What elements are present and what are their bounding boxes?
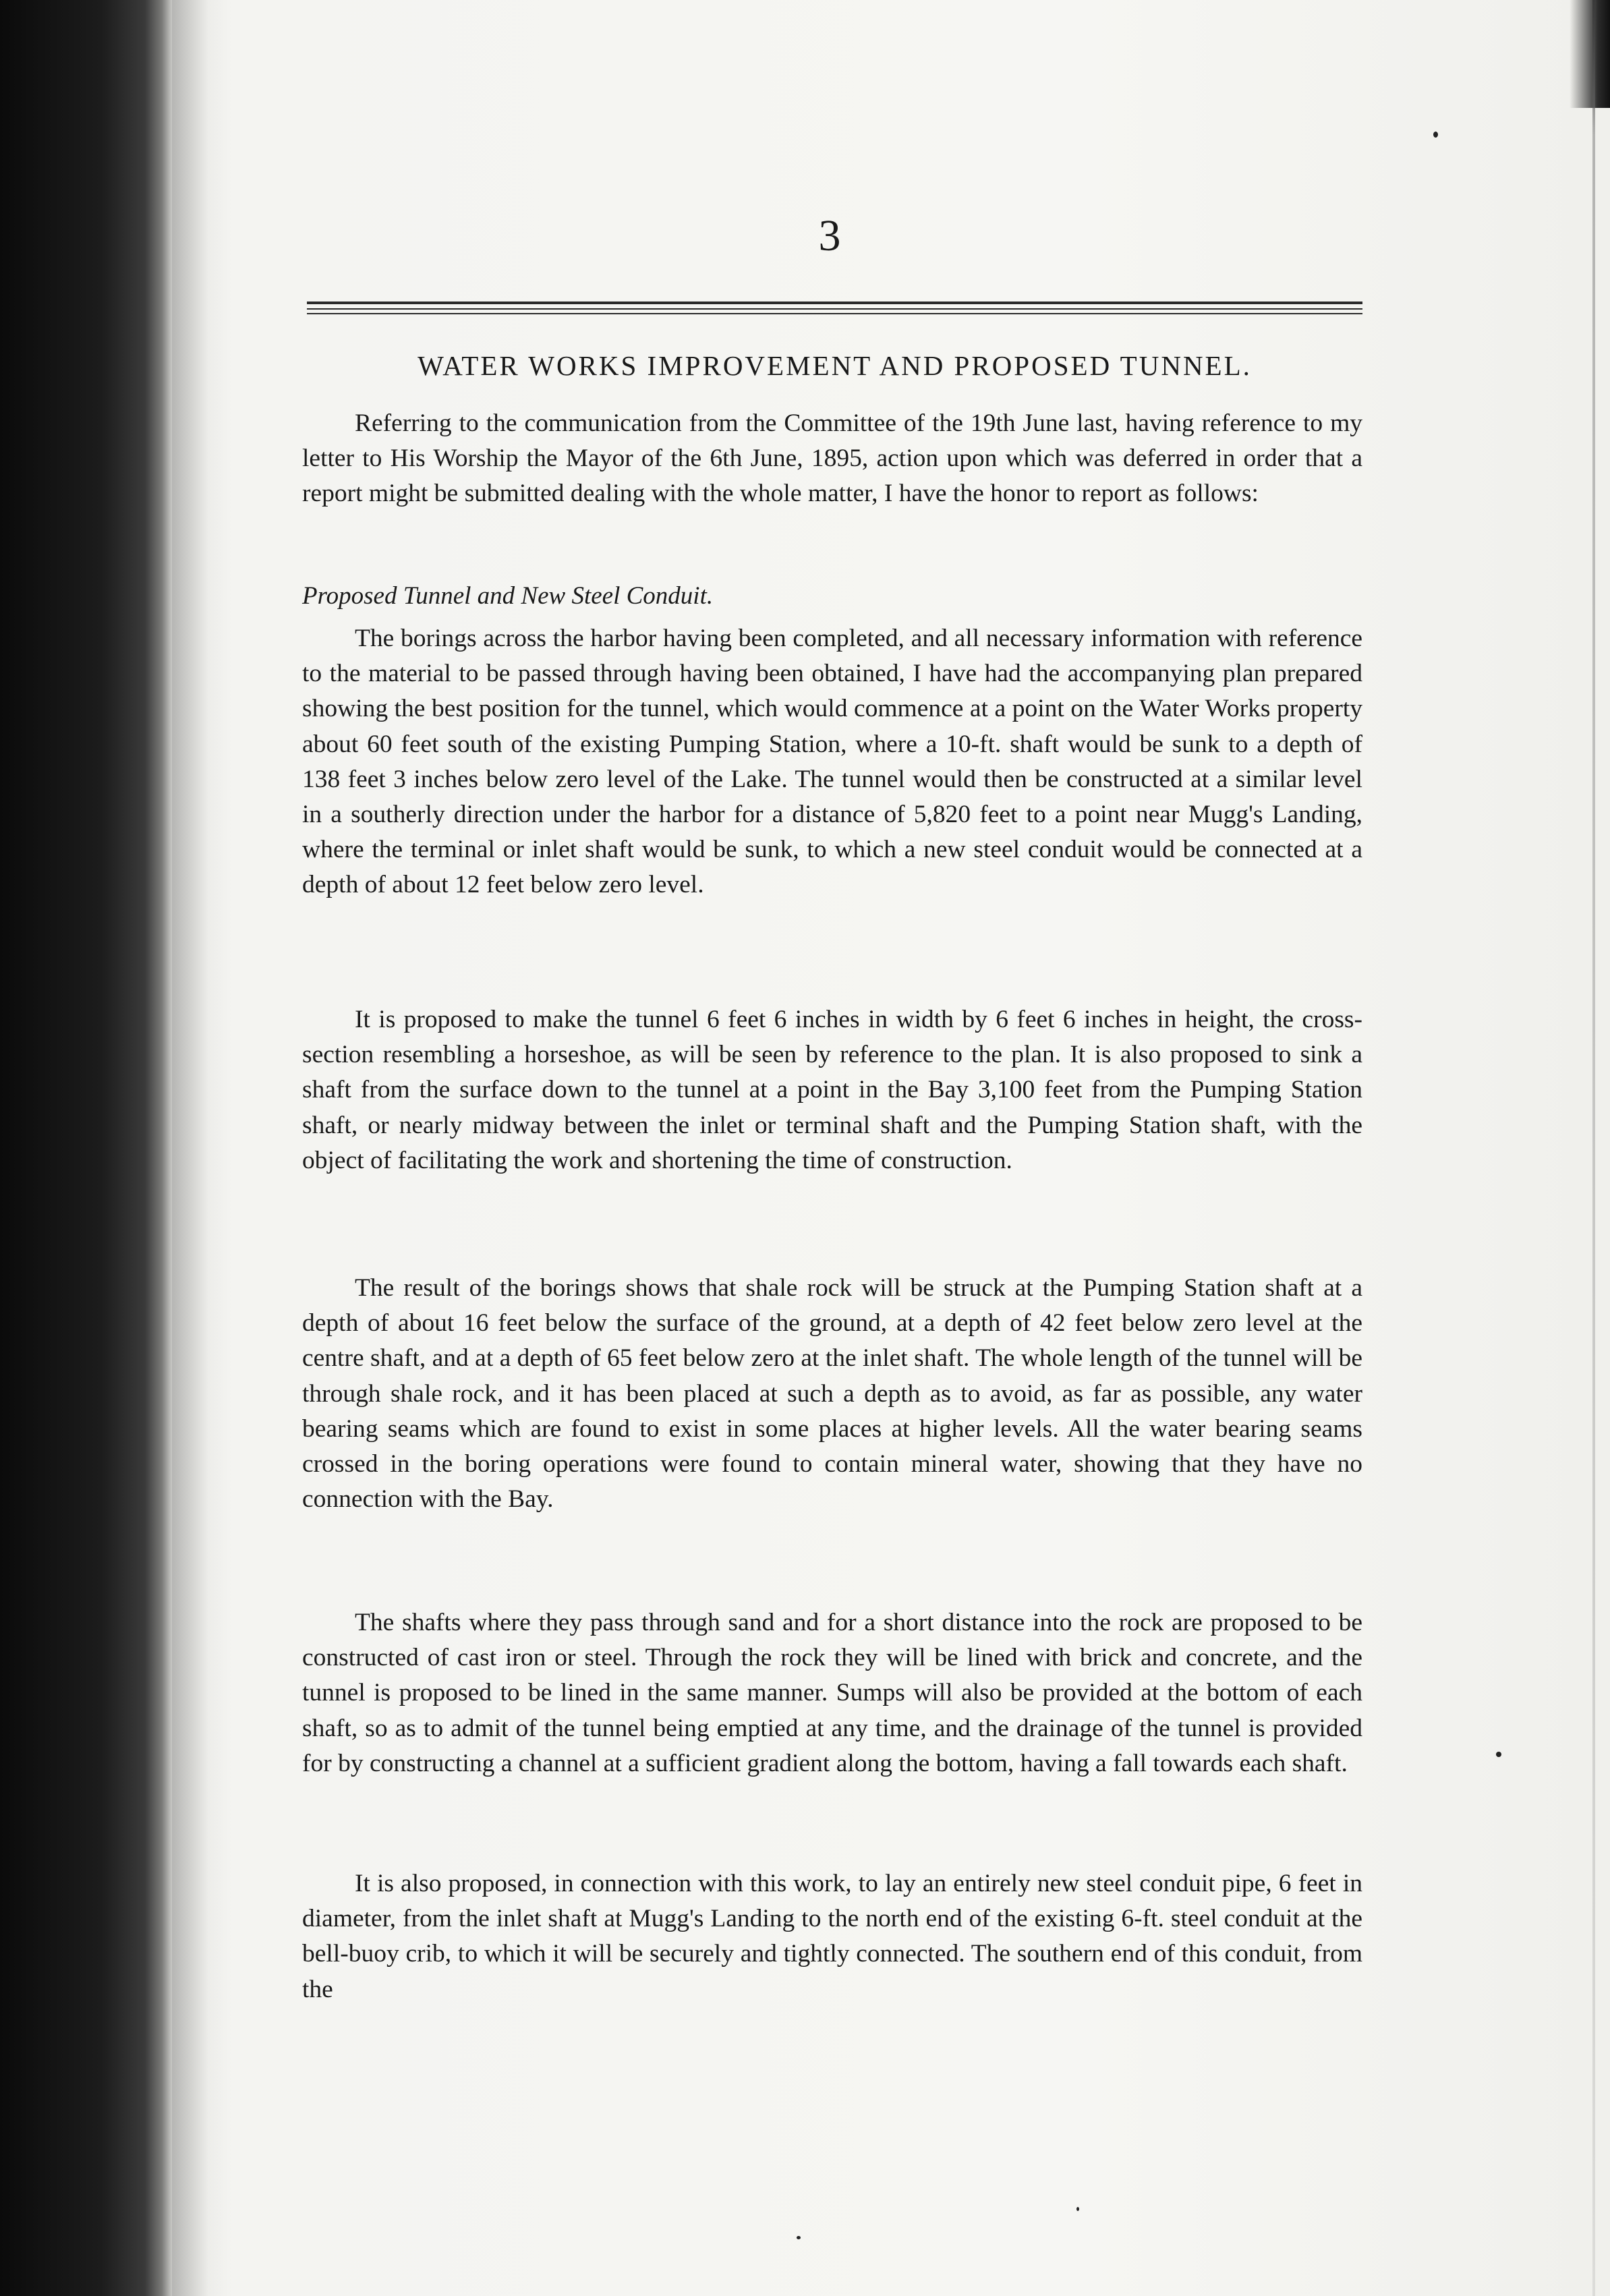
scan-speck (1496, 1752, 1501, 1757)
page-number: 3 (818, 211, 841, 260)
paragraph-1: Referring to the communication from the Committee of the 19th June last, having reference to my letter to His Worship the Mayor of the 6th June, 1895, action upon which was deferred in order that a report might be submitted dealing with the whole matter, I have the honor to report as follows: (302, 409, 1362, 508)
paragraph-6: It is also proposed, in connection with this work, to lay an entirely new steel conduit pipe, 6 feet in diameter, from the inlet shaft at Mugg's Landing to the north end of the existing 6-ft. steel conduit at the bell-buoy crib, to which it will be securely and tightly connected. The southern end of this conduit, from the (302, 1870, 1362, 2003)
header-rule-middle (307, 308, 1362, 310)
scan-speck (797, 2236, 801, 2239)
scan-speck (1433, 132, 1438, 138)
paragraph-4: The result of the borings shows that shale rock will be struck at the Pumping Station shaft at a depth of about 16 feet below the surface of the ground, at a depth of 42 feet below zero level at the centre shaft, and at a depth of 65 feet below zero at the inlet shaft. The whole length of the tunnel will be through shale rock, and it has been placed at such a depth as to avoid, as far as possible, any water bearing seams which are found to exist in some places at higher levels. All the water bearing seams crossed in the boring operations were found to contain mineral water, showing that they have no connection with the Bay. (302, 1274, 1362, 1514)
section-subheading: Proposed Tunnel and New Steel Conduit. (302, 582, 714, 610)
header-rule-top (307, 302, 1362, 304)
paragraph-5: The shafts where they pass through sand and for a short distance into the rock are proposed to be constructed of cast iron or steel. Through the rock they will be lined with brick and concrete, and the tunnel is proposed to be lined in the same manner. Sumps will also be provided at the bottom of each shaft, so as to admit of the tunnel being emptied at any time, and the drainage of the tunnel is provided for by constructing a channel at a sufficient gradient along the bottom, having a fall towards each shaft. (302, 1609, 1362, 1777)
paragraph-2: The borings across the harbor having been completed, and all necessary information with reference to the material to be passed through having been obtained, I have had the accompanying plan prepared showing the best position for the tunnel, which would commence at a point on the Water Works property about 60 feet south of the existing Pumping Station, where a 10-ft. shaft would be sunk to a depth of 138 feet 3 inches below zero level of the Lake. The tunnel would then be constructed at a similar level in a southerly direction under the harbor for a distance of 5,820 feet to a point near Mugg's Landing, where the terminal or inlet shaft would be sunk, to which a new steel conduit would be connected at a depth of about 12 feet below zero level. (302, 625, 1362, 899)
document-title: WATER WORKS IMPROVEMENT AND PROPOSED TUNNEL. (418, 350, 1252, 381)
binding-shadow (172, 0, 233, 2296)
book-binding-edge (0, 0, 172, 2296)
paragraph-3: It is proposed to make the tunnel 6 feet 6 inches in width by 6 feet 6 inches in height, the cross-section resembling a horseshoe, as will be seen by reference to the plan. It is also proposed to sink a shaft from the surface down to the tunnel at a point in the Bay 3,100 feet from the Pumping Station shaft, or nearly midway between the inlet or terminal shaft and the Pumping Station shaft, with the object of facilitating the work and shortening the time of construction. (302, 1006, 1362, 1174)
scan-speck (1076, 2207, 1079, 2211)
header-rule-bottom (307, 313, 1362, 314)
page-edge-line (1592, 0, 1595, 2296)
page-edge-corner (1570, 0, 1610, 108)
